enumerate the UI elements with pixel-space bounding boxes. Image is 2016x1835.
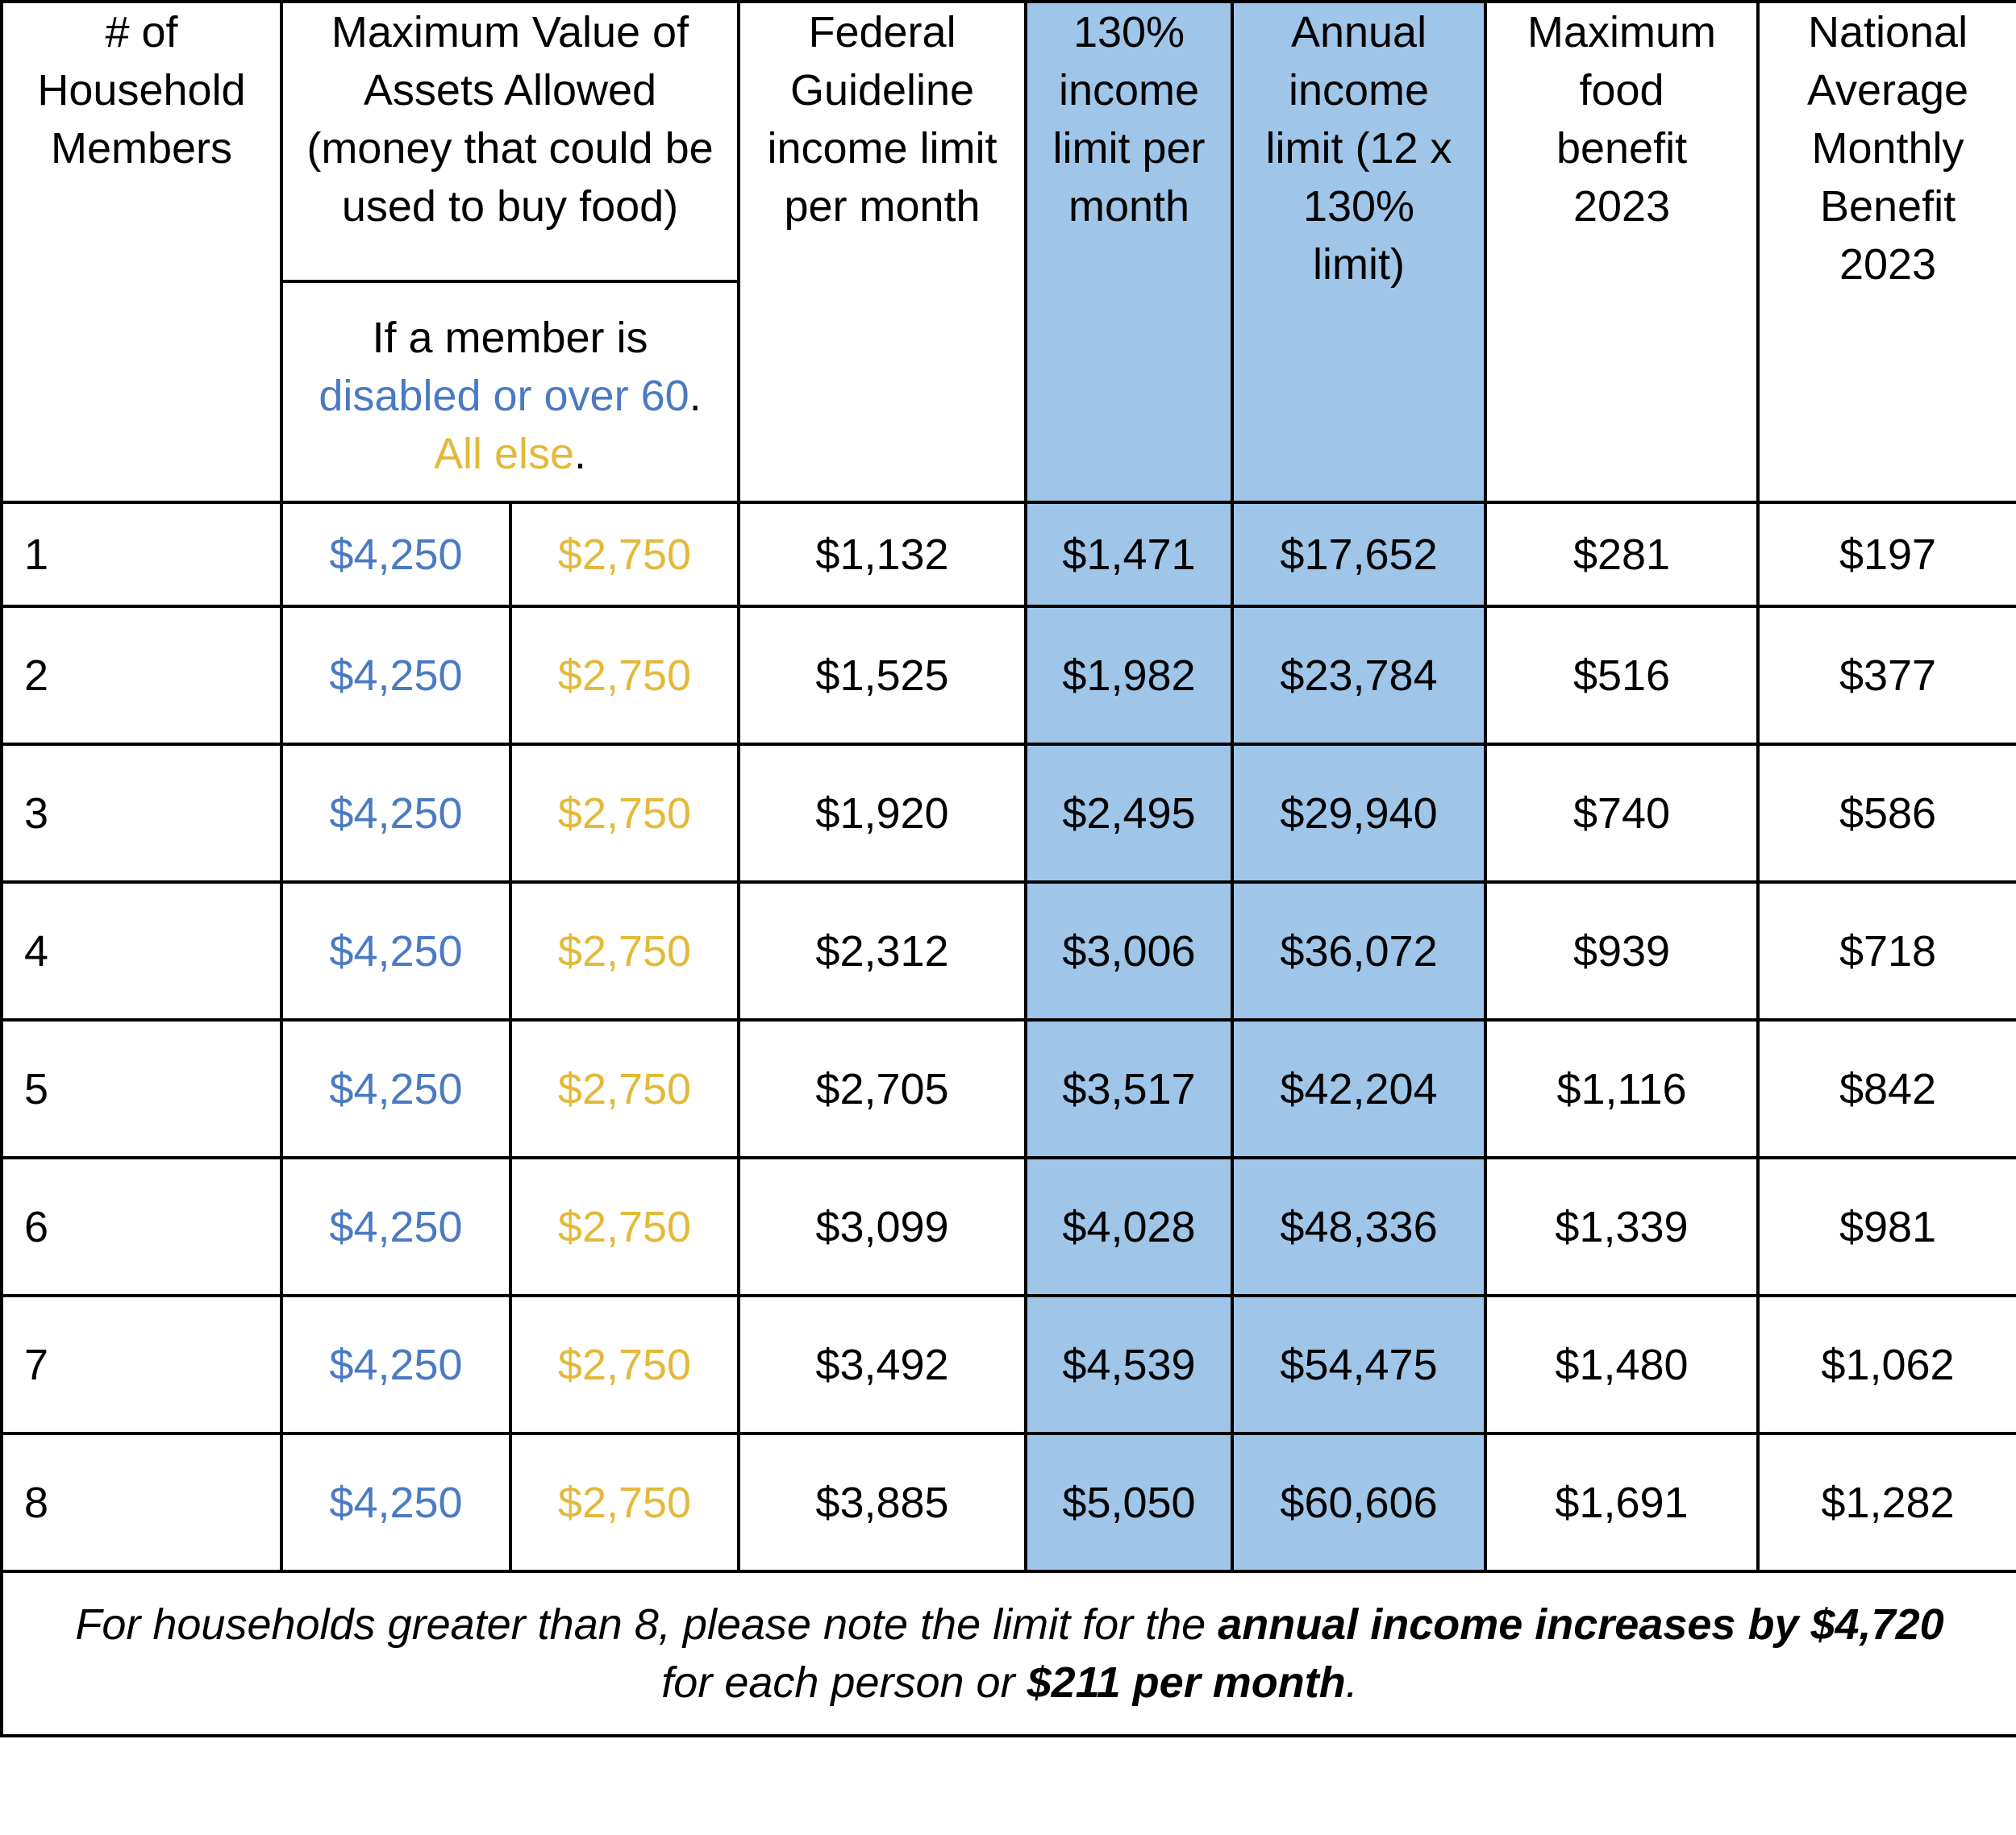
cell-members: 2 xyxy=(2,606,281,744)
cell-130-percent: $1,471 xyxy=(1026,502,1232,606)
cell-assets-disabled: $4,250 xyxy=(281,1158,510,1296)
table-row xyxy=(2,1433,2016,1571)
cell-assets-else: $2,750 xyxy=(510,1020,739,1158)
table-row xyxy=(2,882,2016,1020)
assets-sub-period2: . xyxy=(574,430,587,478)
cell-national: $586 xyxy=(1758,744,2016,882)
cell-annual: $42,204 xyxy=(1232,1020,1485,1158)
cell-federal: $3,885 xyxy=(739,1433,1026,1571)
footnote xyxy=(2,1571,2016,1736)
cell-130-percent: $3,006 xyxy=(1026,882,1232,1020)
cell-130-percent: $1,982 xyxy=(1026,606,1232,744)
cell-members: 3 xyxy=(2,744,281,882)
header-household-members: # of Household Members xyxy=(2,2,281,502)
cell-assets-else: $2,750 xyxy=(510,502,739,606)
cell-annual: $48,336 xyxy=(1232,1158,1485,1296)
cell-max-food: $740 xyxy=(1485,744,1758,882)
cell-national: $718 xyxy=(1758,882,2016,1020)
cell-max-food: $939 xyxy=(1485,882,1758,1020)
table-row xyxy=(2,1296,2016,1433)
header-federal-guideline: Federal Guideline income limit per month xyxy=(739,2,1026,502)
cell-members: 5 xyxy=(2,1020,281,1158)
cell-annual: $60,606 xyxy=(1232,1433,1485,1571)
cell-max-food: $281 xyxy=(1485,502,1758,606)
assets-sub-disabled: disabled or over 60 xyxy=(319,372,689,420)
cell-130-percent: $4,539 xyxy=(1026,1296,1232,1433)
assets-sub-period1: . xyxy=(689,372,702,420)
cell-max-food: $516 xyxy=(1485,606,1758,744)
footnote-bold1: annual income increases by $4,720 xyxy=(1218,1600,1944,1649)
cell-members: 4 xyxy=(2,882,281,1020)
footnote-row xyxy=(2,1571,2016,1736)
table-row xyxy=(2,502,2016,606)
cell-assets-disabled: $4,250 xyxy=(281,1296,510,1433)
cell-annual: $54,475 xyxy=(1232,1296,1485,1433)
cell-federal: $1,525 xyxy=(739,606,1026,744)
cell-federal: $1,920 xyxy=(739,744,1026,882)
cell-members: 7 xyxy=(2,1296,281,1433)
header-max-assets: Maximum Value of Assets Allowed (money that could be used to buy food) xyxy=(281,2,739,281)
header-row xyxy=(2,2,2016,281)
cell-assets-else: $2,750 xyxy=(510,1296,739,1433)
cell-national: $1,282 xyxy=(1758,1433,2016,1571)
cell-max-food: $1,480 xyxy=(1485,1296,1758,1433)
cell-assets-else: $2,750 xyxy=(510,606,739,744)
cell-assets-disabled: $4,250 xyxy=(281,1433,510,1571)
cell-annual: $23,784 xyxy=(1232,606,1485,744)
cell-members: 6 xyxy=(2,1158,281,1296)
cell-national: $377 xyxy=(1758,606,2016,744)
cell-assets-else: $2,750 xyxy=(510,744,739,882)
table-row xyxy=(2,1158,2016,1296)
cell-national: $197 xyxy=(1758,502,2016,606)
footnote-part2: for each person or xyxy=(661,1658,1027,1707)
cell-national: $842 xyxy=(1758,1020,2016,1158)
cell-assets-else: $2,750 xyxy=(510,1158,739,1296)
table-row xyxy=(2,1020,2016,1158)
header-national-average: National Average Monthly Benefit 2023 xyxy=(1758,2,2016,502)
cell-members: 8 xyxy=(2,1433,281,1571)
footnote-part1: For households greater than 8, please note the limit for the xyxy=(75,1600,1218,1649)
table-row xyxy=(2,744,2016,882)
header-assets-subheader xyxy=(281,281,739,502)
cell-max-food: $1,339 xyxy=(1485,1158,1758,1296)
cell-assets-disabled: $4,250 xyxy=(281,606,510,744)
cell-federal: $3,099 xyxy=(739,1158,1026,1296)
cell-130-percent: $2,495 xyxy=(1026,744,1232,882)
cell-national: $1,062 xyxy=(1758,1296,2016,1433)
cell-annual: $17,652 xyxy=(1232,502,1485,606)
assets-sub-all-else: All else xyxy=(433,430,575,478)
cell-max-food: $1,116 xyxy=(1485,1020,1758,1158)
cell-federal: $2,312 xyxy=(739,882,1026,1020)
cell-federal: $1,132 xyxy=(739,502,1026,606)
cell-assets-disabled: $4,250 xyxy=(281,502,510,606)
header-max-food-benefit: Maximum food benefit 2023 xyxy=(1485,2,1758,502)
cell-assets-else: $2,750 xyxy=(510,882,739,1020)
cell-annual: $36,072 xyxy=(1232,882,1485,1020)
cell-130-percent: $5,050 xyxy=(1026,1433,1232,1571)
cell-max-food: $1,691 xyxy=(1485,1433,1758,1571)
cell-130-percent: $3,517 xyxy=(1026,1020,1232,1158)
assets-sub-line1: If a member is xyxy=(372,314,648,362)
cell-national: $981 xyxy=(1758,1158,2016,1296)
cell-annual: $29,940 xyxy=(1232,744,1485,882)
cell-assets-disabled: $4,250 xyxy=(281,882,510,1020)
cell-assets-disabled: $4,250 xyxy=(281,744,510,882)
cell-members: 1 xyxy=(2,502,281,606)
footnote-part3: . xyxy=(1345,1658,1358,1707)
cell-assets-disabled: $4,250 xyxy=(281,1020,510,1158)
header-130-percent-limit: 130% income limit per month xyxy=(1026,2,1232,502)
header-annual-income-limit: Annual income limit (12 x 130% limit) xyxy=(1232,2,1485,502)
footnote-bold2: $211 per month xyxy=(1027,1658,1346,1707)
cell-federal: $3,492 xyxy=(739,1296,1026,1433)
cell-federal: $2,705 xyxy=(739,1020,1026,1158)
table-row xyxy=(2,606,2016,744)
cell-assets-else: $2,750 xyxy=(510,1433,739,1571)
cell-130-percent: $4,028 xyxy=(1026,1158,1232,1296)
